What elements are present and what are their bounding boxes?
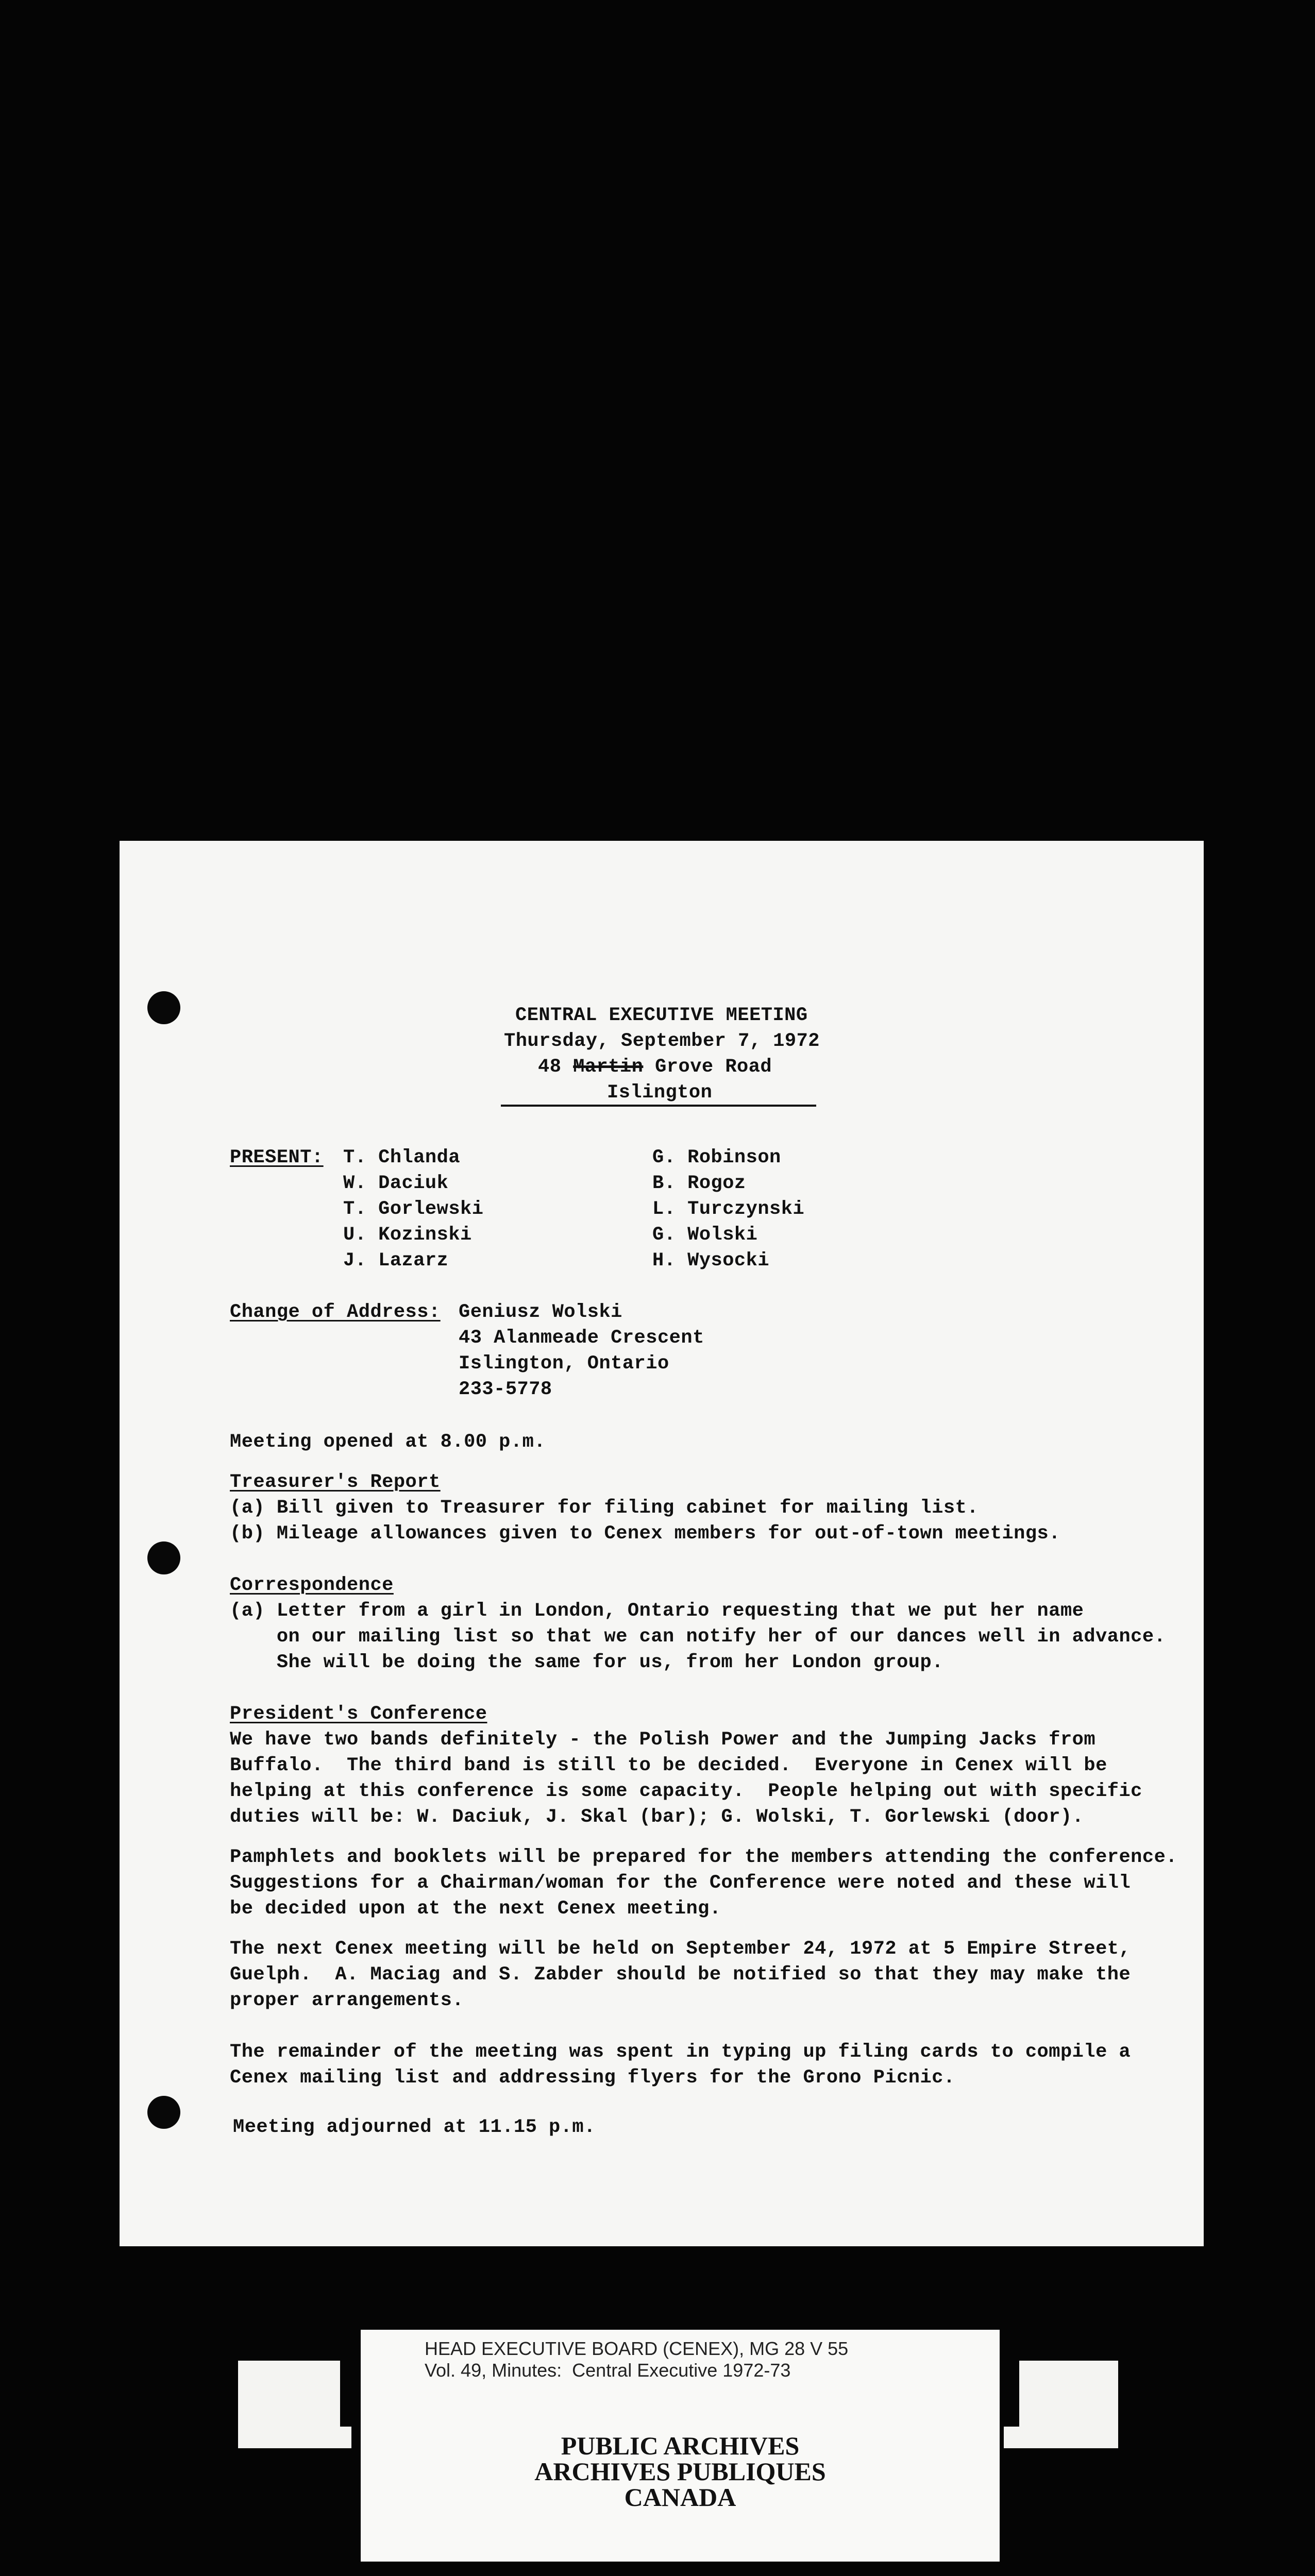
change-of-address-label: Change of Address: — [230, 1301, 441, 1323]
address-line: 233-5778 — [459, 1379, 552, 1400]
paragraph-line: proper arrangements. — [230, 1990, 464, 2011]
binder-hole-middle — [147, 1541, 180, 1574]
paragraph-line: We have two bands definitely - the Polish Power and the Jumping Jacks from — [230, 1729, 1096, 1751]
header-rule — [501, 1105, 816, 1107]
paragraph-line: Cenex mailing list and addressing flyers for the Grono Picnic. — [230, 2067, 955, 2089]
treasurer-heading: Treasurer's Report — [230, 1471, 441, 1493]
paragraph-line: Suggestions for a Chairman/woman for the Conference were noted and these will — [230, 1872, 1131, 1894]
attendee: T. Gorlewski — [343, 1198, 484, 1220]
address-number: 48 — [538, 1056, 562, 1078]
attendee: H. Wysocki — [652, 1250, 770, 1272]
archive-reference-line2: Vol. 49, Minutes: Central Executive 1972-73 — [425, 2360, 791, 2381]
label-tab-right — [1004, 2361, 1118, 2448]
address-street: Grove Road — [655, 1056, 772, 1078]
label-slot-right — [1004, 2360, 1019, 2427]
binder-hole-bottom — [147, 2096, 180, 2129]
attendee: T. Chlanda — [343, 1147, 461, 1168]
meeting-title: CENTRAL EXECUTIVE MEETING — [515, 1005, 808, 1026]
attendee: G. Robinson — [652, 1147, 781, 1168]
paragraph-line: The remainder of the meeting was spent in typing up filing cards to compile a — [230, 2041, 1131, 2063]
attendee: L. Turczynski — [652, 1198, 805, 1220]
archive-stamp-line2: ARCHIVES PUBLIQUES — [534, 2457, 826, 2486]
address-line: 43 Alanmeade Crescent — [459, 1327, 704, 1349]
meeting-city: Islington — [607, 1082, 713, 1104]
archive-stamp-line1: PUBLIC ARCHIVES — [561, 2431, 800, 2460]
attendee: U. Kozinski — [343, 1224, 472, 1246]
correspondence-line: She will be doing the same for us, from her London group. — [230, 1652, 943, 1673]
paragraph-line: duties will be: W. Daciuk, J. Skal (bar); G. Wolski, T. Gorlewski (door). — [230, 1806, 1084, 1828]
archive-reference-line1: HEAD EXECUTIVE BOARD (CENEX), MG 28 V 55 — [425, 2338, 849, 2359]
attendee: W. Daciuk — [343, 1173, 449, 1194]
meeting-date: Thursday, September 7, 1972 — [504, 1030, 820, 1052]
paragraph-line: Pamphlets and booklets will be prepared for the members attending the conference. — [230, 1846, 1177, 1868]
address-struck-word: Martin — [573, 1056, 644, 1078]
paragraph-line: The next Cenex meeting will be held on September 24, 1972 at 5 Empire Street, — [230, 1938, 1131, 1960]
paragraph-line: helping at this conference is some capacity. People helping out with specific — [230, 1781, 1142, 1802]
paragraph-line: be decided upon at the next Cenex meeting. — [230, 1898, 721, 1920]
treasurer-item: (b) Mileage allowances given to Cenex members for out-of-town meetings. — [230, 1523, 1060, 1545]
paragraph-line: Guelph. A. Maciag and S. Zabder should be notified so that they may make the — [230, 1964, 1131, 1986]
attendee: J. Lazarz — [343, 1250, 449, 1272]
meeting-opened: Meeting opened at 8.00 p.m. — [230, 1431, 546, 1453]
attendee: G. Wolski — [652, 1224, 758, 1246]
archive-stamp-line3: CANADA — [624, 2483, 736, 2512]
meeting-address — [538, 1054, 772, 1080]
label-slot-left — [340, 2360, 356, 2427]
correspondence-line: on our mailing list so that we can notify her of our dances well in advance. — [230, 1626, 1166, 1648]
attendee: B. Rogoz — [652, 1173, 746, 1194]
address-line: Islington, Ontario — [459, 1353, 669, 1375]
address-line: Geniusz Wolski — [459, 1301, 622, 1323]
label-tab-left — [238, 2361, 351, 2448]
paragraph-line: Buffalo. The third band is still to be decided. Everyone in Cenex will be — [230, 1755, 1107, 1776]
binder-hole-top — [147, 991, 180, 1024]
correspondence-heading: Correspondence — [230, 1574, 394, 1596]
treasurer-item: (a) Bill given to Treasurer for filing cabinet for mailing list. — [230, 1497, 979, 1519]
present-label: PRESENT: — [230, 1147, 324, 1168]
presidents-conference-heading: President's Conference — [230, 1703, 487, 1725]
correspondence-line: (a) Letter from a girl in London, Ontario requesting that we put her name — [230, 1600, 1084, 1622]
meeting-adjourned: Meeting adjourned at 11.15 p.m. — [233, 2116, 596, 2138]
